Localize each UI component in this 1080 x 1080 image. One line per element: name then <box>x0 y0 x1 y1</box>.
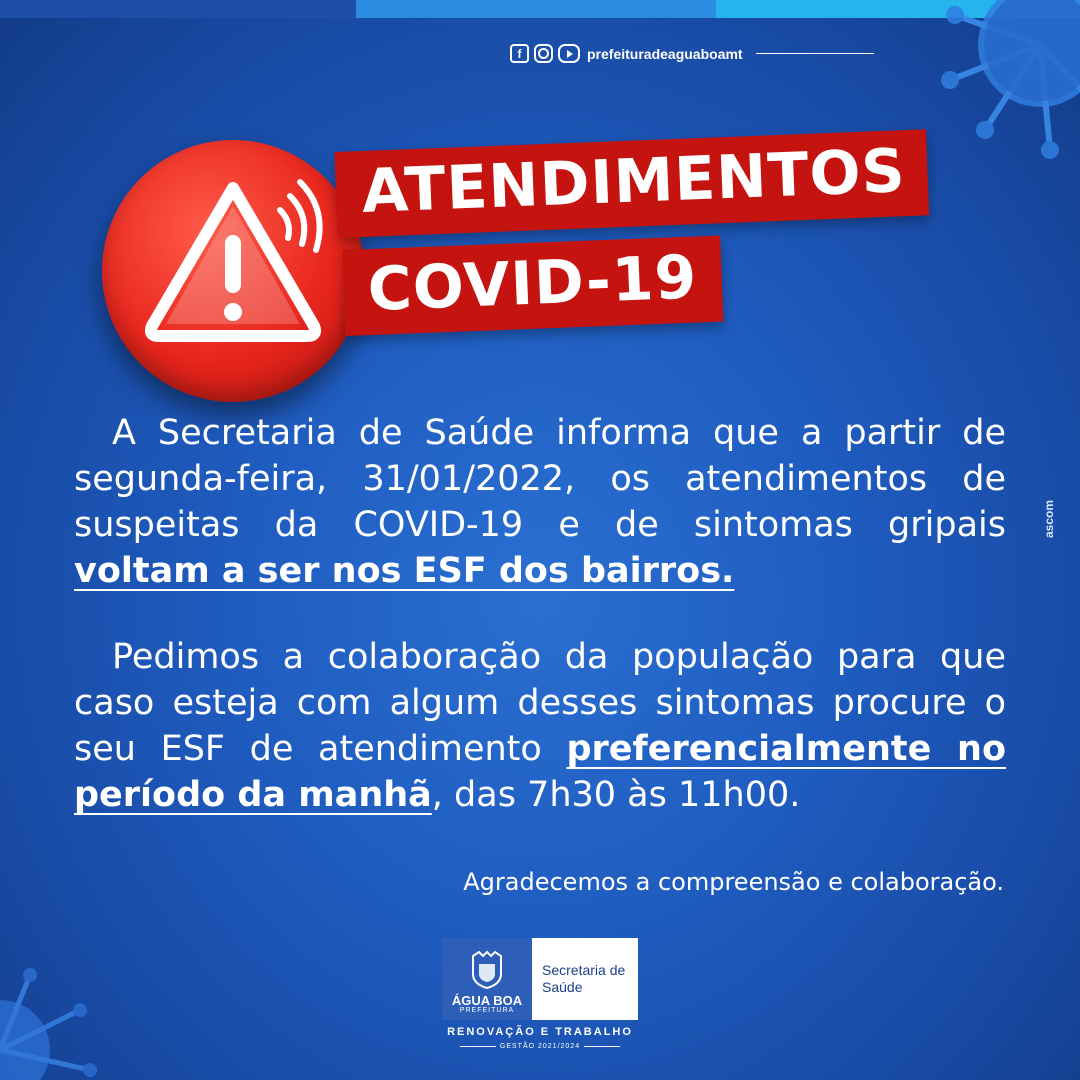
city-logo <box>442 938 532 1020</box>
divider <box>584 1046 620 1047</box>
paragraph-2-end: , das 7h30 às 11h00. <box>431 775 801 815</box>
youtube-icon[interactable] <box>558 44 580 63</box>
city-name: ÁGUA BOA <box>451 993 523 1008</box>
department-name <box>532 938 638 1020</box>
footer-logo <box>442 938 638 1020</box>
paragraph-2-emphasis: preferencialmente no período da manhã <box>74 729 1006 815</box>
headline-line-1: ATENDIMENTOS <box>334 129 929 238</box>
paragraph-2-text: Pedimos a colaboração da população para que caso esteja com algum desses sintomas procure o seu ESF de atendimento <box>74 637 1006 769</box>
social-handle-bar <box>510 44 874 63</box>
city-subtitle: PREFEITURA <box>459 1007 515 1014</box>
warning-icon <box>102 140 364 402</box>
department-label: Secretaria de Saúde <box>542 962 626 995</box>
paragraph-1-emphasis: voltam a ser nos ESF dos bairros. <box>74 551 735 591</box>
top-bar-mid <box>356 0 716 18</box>
instagram-icon[interactable] <box>534 44 553 63</box>
divider <box>460 1046 496 1047</box>
virus-icon <box>910 0 1080 180</box>
crest-icon <box>469 950 505 990</box>
term-label: GESTÃO 2021/2024 <box>499 1043 581 1050</box>
alert-badge <box>102 140 364 402</box>
announcement-body <box>74 410 1006 818</box>
social-handle: prefeituradeaguaboamt <box>587 45 743 62</box>
top-bar-dark <box>0 0 356 18</box>
term <box>442 1043 638 1050</box>
side-credit: ascom <box>1041 499 1056 539</box>
divider <box>756 53 874 54</box>
virus-icon <box>0 940 110 1080</box>
motto: RENOVAÇÃO E TRABALHO <box>447 1026 633 1038</box>
facebook-icon[interactable]: f <box>510 44 529 63</box>
paragraph-1-text: A Secretaria de Saúde informa que a partir de segunda-feira, 31/01/2022, os atendimentos de suspeitas da COVID-19 e de sintomas gripais <box>74 413 1006 545</box>
paragraph-2 <box>74 634 1006 818</box>
paragraph-1 <box>74 410 1006 594</box>
thanks-text: Agradecemos a compreensão e colaboração. <box>463 868 1004 896</box>
headline-line-2: COVID-19 <box>342 236 723 336</box>
